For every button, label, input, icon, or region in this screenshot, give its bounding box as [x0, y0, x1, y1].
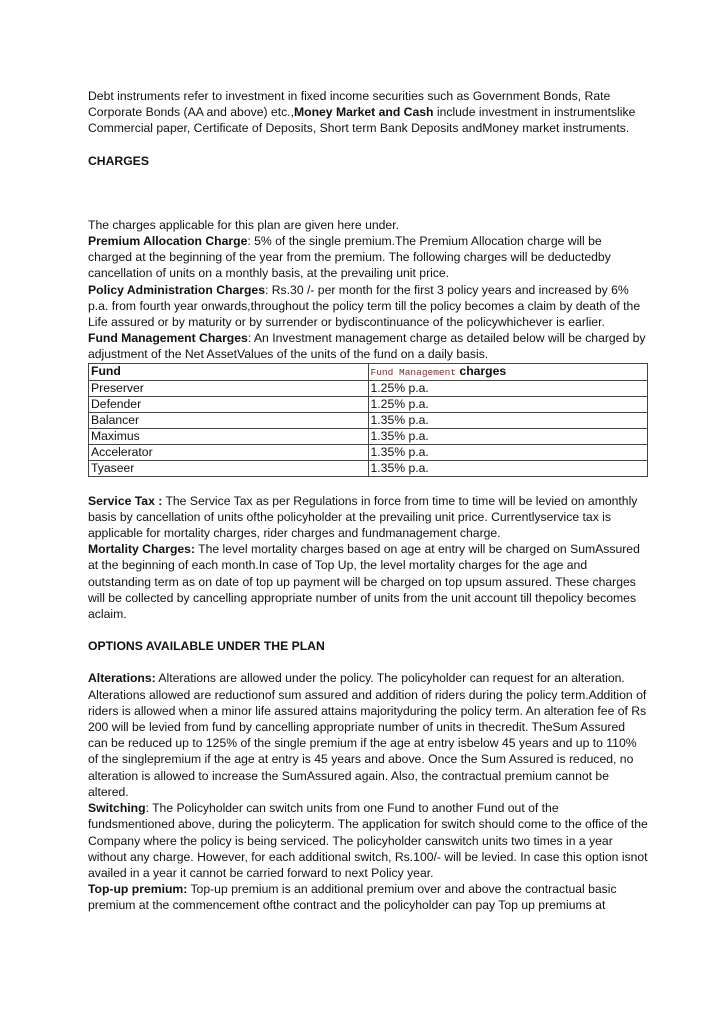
- header-fund-text: Fund: [91, 364, 121, 379]
- fund-name: Accelerator: [89, 444, 369, 460]
- service-tax-paragraph: [88, 493, 648, 542]
- fund-charge: 1.35% p.a.: [368, 428, 647, 444]
- alterations-label: Alterations:: [88, 671, 156, 686]
- header-fund: [89, 363, 369, 380]
- fund-charge: 1.35% p.a.: [368, 412, 647, 428]
- policy-admin-label: Policy Administration Charges: [88, 282, 265, 297]
- fund-name: Preserver: [89, 380, 369, 396]
- fund-mgmt-label: Fund Management Charges: [88, 331, 248, 346]
- header-charge: [368, 363, 647, 380]
- switching-text: : The Policyholder can switch units from one Fund to another Fund out of the fundsmentioned above, during the policyterm. The application for switch should come to the office of the Company where the policy is being serviced. The policyholder canswitch units two times in a year without any charge. However, for each additional switch, Rs.100/- will be levied. In case this option isnot availed in a year it cannot be carried forward to next Policy year.: [88, 801, 648, 880]
- fund-mgmt-paragraph: [88, 330, 648, 362]
- alterations-text: Alterations are allowed under the policy. The policyholder can request for an alteration. Alterations allowed are reductionof sum assured and addition of riders during the policy term.Addition of riders is allowed when a minor life assured attains majorityduring the policy term. An alteration fee of Rs 200 will be levied from fund by cancelling appropriate number of units in thecredit. TheSum Assured can be reduced up to 125% of the single premium if the age at entry isbelow 45 years and up to 110% of the singlepremium if the age at entry is 45 years and above. Once the Sum Assured is reduced, no alteration is allowed to increase the SumAssured again. Also, the contractual premium cannot be altered.: [88, 671, 647, 799]
- options-heading: OPTIONS AVAILABLE UNDER THE PLAN: [88, 639, 325, 654]
- premium-allocation-label: Premium Allocation Charge: [88, 234, 248, 249]
- fund-mgmt-text: : An Investment management charge as detailed below will be charged by adjustment of the Net AssetValues of the units of the fund on a daily basis.: [88, 331, 646, 362]
- fund-name: Tyaseer: [89, 460, 369, 476]
- intro-paragraph: [88, 88, 648, 137]
- policy-admin-text: : Rs.30 /- per month for the first 3 policy years and increased by 6% p.a. from fourth year onwards,throughout the policy term till the policy becomes a claim by death of the Life assured or by maturity or by surrender or bydiscontinuance of the policywhichever is earlier.: [88, 282, 641, 330]
- fund-name: Balancer: [89, 412, 369, 428]
- fund-charge: 1.25% p.a.: [368, 396, 647, 412]
- table-row: [89, 444, 648, 460]
- policy-admin-paragraph: [88, 282, 648, 331]
- charges-heading: CHARGES: [88, 153, 149, 168]
- alterations-paragraph: [88, 670, 648, 800]
- fund-charge: 1.25% p.a.: [368, 380, 647, 396]
- header-charge-bold: charges: [459, 363, 507, 378]
- fund-name: Maximus: [89, 428, 369, 444]
- charges-intro: The charges applicable for this plan are given here under.: [88, 217, 399, 232]
- mortality-text: The level mortality charges based on age at entry will be charged on SumAssured at the beginning of each month.In case of Top Up, the level mortality charges for the age and outstanding term as on date of top up payment will be charged on top upsum assured. These charges will be collected by cancelling appropriate number of units from the unit account till thepolicy becomes aclaim.: [88, 542, 640, 622]
- table-row: [89, 396, 648, 412]
- fund-charge: 1.35% p.a.: [368, 460, 647, 476]
- mortality-label: Mortality Charges:: [88, 542, 195, 557]
- premium-allocation-text: : 5% of the single premium.The Premium Allocation charge will be charged at the beginning of the year from the premium. The following charges will be deductedby cancellation of units on a monthly basis, at the prevailing unit price.: [88, 234, 611, 281]
- intro-bold-term: Money Market and Cash: [293, 105, 434, 120]
- switching-label: Switching: [88, 801, 146, 816]
- table-header-row: [89, 363, 648, 380]
- table-row: [89, 460, 648, 476]
- mortality-paragraph: [88, 541, 648, 622]
- service-tax-label: Service Tax :: [88, 493, 163, 508]
- topup-text: Top-up premium is an additional premium over and above the contractual basic premium at the commencement ofthe contract and the policyholder can pay Top up premiums at: [88, 882, 617, 913]
- document-page: [88, 88, 648, 914]
- fund-charge: 1.35% p.a.: [368, 444, 647, 460]
- table-row: [89, 428, 648, 444]
- switching-paragraph: [88, 800, 648, 881]
- premium-allocation-paragraph: [88, 233, 648, 282]
- intro-text: Debt instruments refer to investment in fixed income securities such as Government Bonds, Rate Corporate Bonds (AA and above) etc.,: [88, 89, 611, 120]
- table-row: [89, 380, 648, 396]
- header-charge-mono: Fund Management: [370, 366, 457, 378]
- topup-label: Top-up premium:: [88, 882, 188, 897]
- table-row: [89, 412, 648, 428]
- fund-name: Defender: [89, 396, 369, 412]
- fund-charges-table: [88, 363, 648, 477]
- service-tax-text: The Service Tax as per Regulations in force from time to time will be levied on amonthly basis by cancellation of units ofthe policyholder at the prevailing unit price. Currentlyservice tax is applicable for mortality charges, rider charges and fundmanagement charge.: [88, 493, 638, 541]
- intro-text-continued: include investment in instrumentslike Commercial paper, Certificate of Deposits, Short term Bank Deposits andMoney market instruments.: [88, 105, 636, 136]
- topup-paragraph: [88, 881, 648, 913]
